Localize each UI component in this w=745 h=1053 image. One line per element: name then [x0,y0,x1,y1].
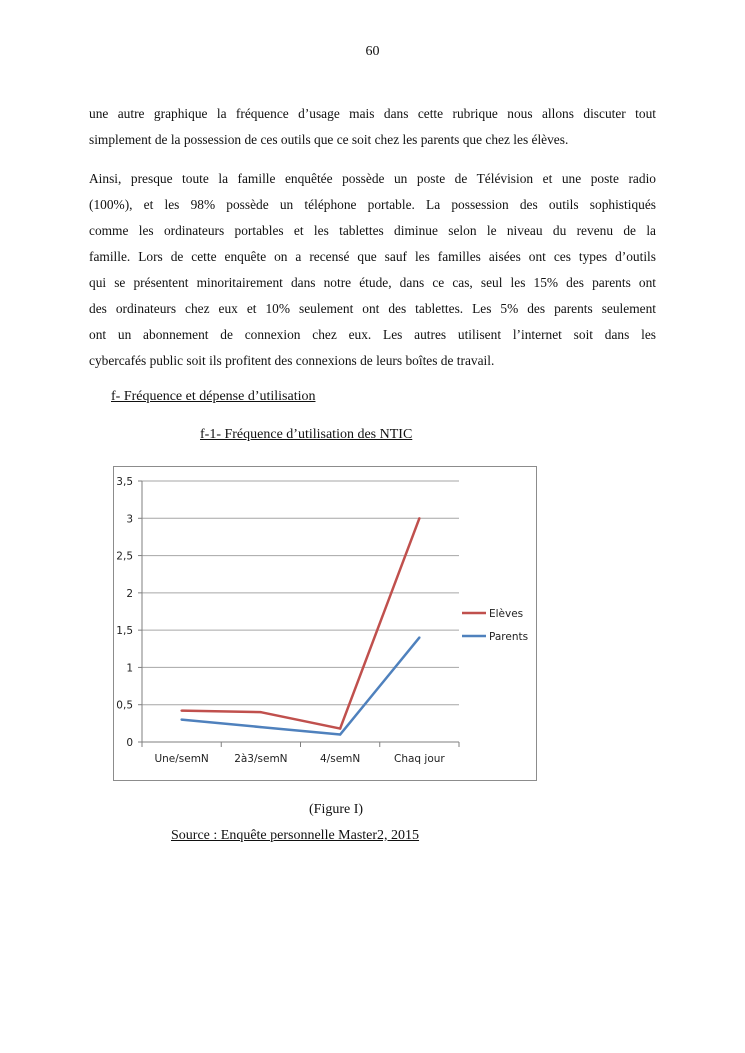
source-note: Source : Enquête personnelle Master2, 2015 [171,828,420,843]
x-tick-label: Chaq jour [394,753,445,765]
text-line: des ordinateurs chez eux et 10% seulement ont des tablettes. Les 5% des parents seulement [89,301,656,316]
data-point [260,726,262,728]
sub-heading: f-1- Fréquence d’utilisation des NTIC [200,427,413,442]
y-tick-label: 3 [126,513,133,526]
y-tick-label: 2,5 [116,550,133,563]
figure-label: (Figure I) [309,802,364,817]
y-tick-label: 0 [126,737,133,749]
data-point [339,733,341,735]
data-point [260,711,262,713]
y-tick-label: 1 [126,662,133,675]
text-line: (100%), et les 98% possède un téléphone portable. La possession des outils sophistiqués [89,197,656,212]
y-tick-label: 3,5 [116,476,133,488]
page-number: 60 [365,44,380,59]
section-heading: f- Fréquence et dépense d’utilisation [111,389,316,404]
text-line: comme les ordinateurs portables et les tablettes diminue selon le niveau du revenu de la [89,223,656,238]
series-line-eleves [182,518,420,728]
line-chart [113,466,537,781]
text-line: Ainsi, presque toute la famille enquêtée possède un poste de Télévision et une poste radio [89,171,656,186]
text-line: qui se présentent minoritairement dans notre étude, dans ce cas, seul les 15% des parents ont [89,275,656,290]
data-point [339,727,341,729]
text-line: simplement de la possession de ces outils que ce soit chez les parents que chez les élèves. [89,132,569,147]
chart-svg [114,467,536,780]
y-tick-label: 1,5 [116,625,133,638]
paragraph-possession [89,166,656,374]
legend-label: Parents [489,631,529,643]
x-tick-label: Une/semN [154,753,209,765]
text-line: cybercafés public soit ils profitent des connexions de leurs boîtes de travail. [89,353,495,368]
data-point [418,636,420,638]
text-line: famille. Lors de cette enquête on a recensé que sauf les familles aisées ont ces types d’outils [89,249,656,264]
data-point [180,709,182,711]
text-line: ont un abonnement de connexion chez eux. Les autres utilisent l’internet soit dans les [89,327,656,342]
legend-label: Elèves [489,608,524,620]
data-point [418,517,420,519]
paragraph-intro [89,101,656,153]
y-tick-label: 2 [126,587,133,600]
data-point [180,718,182,720]
text-line: une autre graphique la fréquence d’usage mais dans cette rubrique nous allons discuter tout [89,106,656,121]
x-tick-label: 2à3/semN [234,753,288,765]
x-tick-label: 4/semN [320,753,361,765]
y-tick-label: 0,5 [116,699,133,712]
